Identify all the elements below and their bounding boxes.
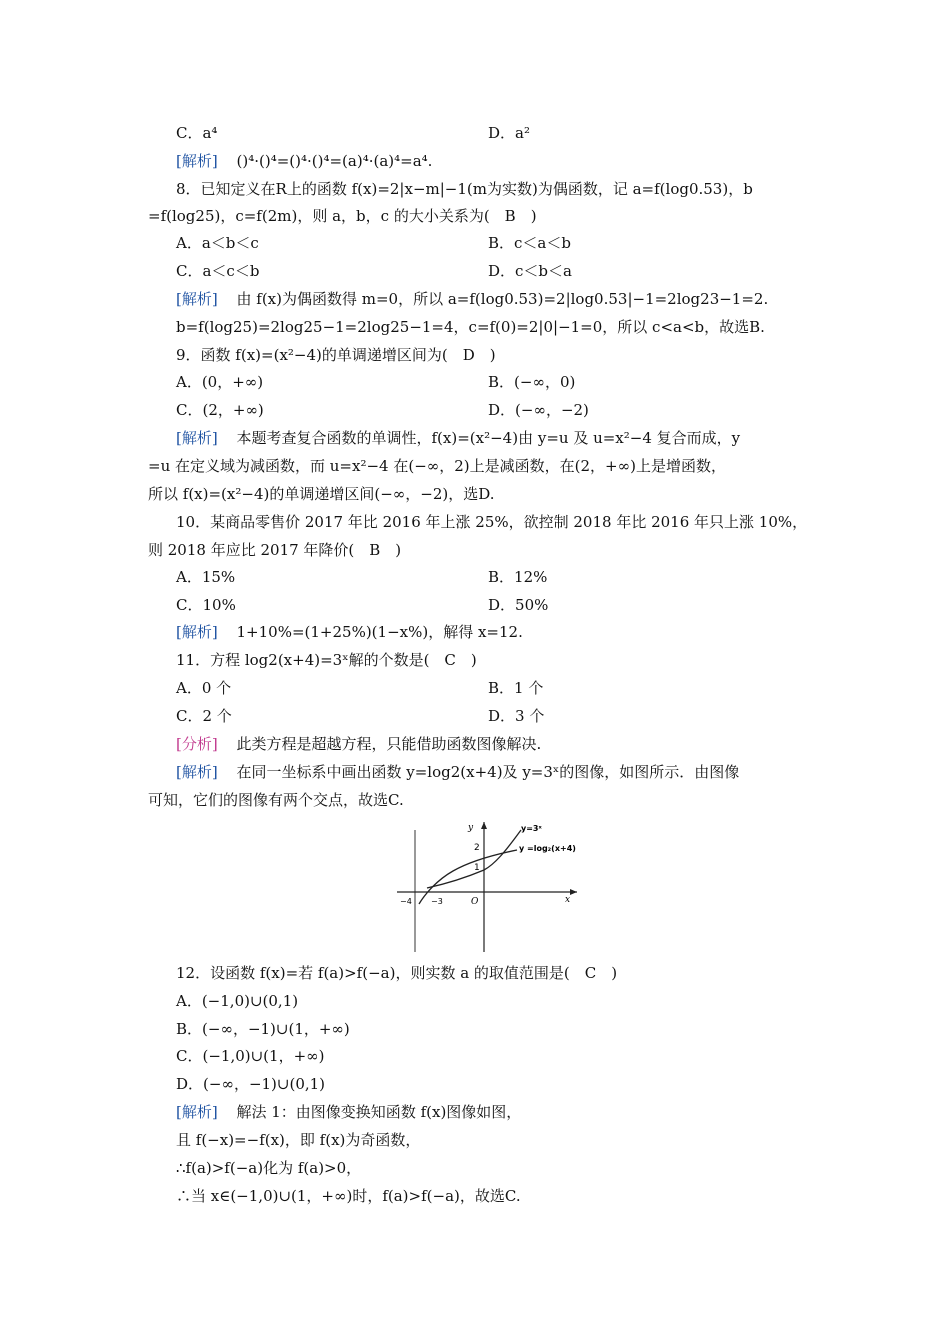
q10-stem-line1: 10．某商品零售价 2017 年比 2016 年上涨 25%，欲控制 2018 年比 2016 年只上涨 10%， (176, 513, 808, 531)
q10-option-d: D．50% (488, 596, 549, 614)
q8-option-a: A．a＜b＜c (176, 234, 259, 252)
q11-solution-text1: 在同一坐标系中画出函数 y=log2(x+4)及 y=3ˣ的图像，如图所示．由图像 (236, 763, 740, 781)
q7-solution-text: ()⁴·()⁴=()⁴·()⁴=(a)⁴·(a)⁴=a⁴. (236, 152, 433, 170)
y-axis-label: y (468, 823, 474, 833)
q7-option-c: C．a⁴ (176, 124, 218, 142)
q11-solution-line2: 可知，它们的图像有两个交点，故选C. (148, 791, 404, 809)
analysis-tag: [解析] (176, 1103, 218, 1121)
tick-label-2: 2 (474, 843, 480, 853)
q8-solution-line2: b=f(log25)=2log25−1=2log25−1=4，c=f(0)=2|0|−1=0，所以 c<a<b，故选B. (176, 318, 765, 336)
q8-stem-line1: 8．已知定义在R上的函数 f(x)=2|x−m|−1(m为实数)为偶函数，记 a=f(log0.53)，b (176, 180, 753, 198)
exp-label: y=3ˣ (521, 824, 542, 833)
q11-option-b: B．1 个 (488, 679, 544, 697)
analysis-tag: [解析] (176, 429, 218, 447)
q11-analysis-text: 此类方程是超越方程，只能借助函数图像解决. (236, 735, 542, 753)
q12-option-d: D．(−∞，−1)∪(0,1) (176, 1075, 326, 1093)
y-axis-arrow (481, 822, 487, 829)
x-axis-arrow (570, 889, 577, 895)
q9-option-b: B．(−∞，0) (488, 373, 576, 391)
log-label: y =log₂(x+4) (519, 844, 576, 853)
q10-option-b: B．12% (488, 568, 548, 586)
q9-solution-text1: 本题考查复合函数的单调性，f(x)=(x²−4)由 y=u 及 u=x²−4 复合而成，y (236, 429, 741, 447)
q10-option-a: A．15% (176, 568, 236, 586)
tick-label-m3: −3 (431, 897, 443, 906)
q11-option-d: D．3 个 (488, 707, 545, 725)
q12-solution-line3: ∴f(a)>f(−a)化为 f(a)>0， (176, 1159, 362, 1177)
q8-stem-line2: =f(log25)，c=f(2m)，则 a，b，c 的大小关系为( B ) (148, 207, 537, 225)
analysis-tag: [解析] (176, 623, 218, 641)
q12-option-b: B．(−∞，−1)∪(1，+∞) (176, 1020, 350, 1038)
q10-solution (176, 622, 523, 642)
q11-solution-line1 (176, 762, 739, 782)
analysis-tag: [解析] (176, 152, 218, 170)
log-curve (419, 850, 517, 904)
q12-option-a: A．(−1,0)∪(0,1) (176, 992, 299, 1010)
q11-option-a: A．0 个 (176, 679, 232, 697)
q8-solution-line1 (176, 289, 768, 309)
q12-solution-line1 (176, 1102, 521, 1122)
q10-option-c: C．10% (176, 596, 236, 614)
q11-option-c: C．2 个 (176, 707, 232, 725)
q12-solution-line2: 且 f(−x)=−f(x)，即 f(x)为奇函数， (176, 1131, 421, 1149)
q8-solution-text1: 由 f(x)为偶函数得 m=0，所以 a=f(log0.53)=2|log0.53|−1=2log23−1=2. (236, 290, 769, 308)
q7-solution (176, 151, 432, 171)
q8-option-c: C．a＜c＜b (176, 262, 260, 280)
q8-option-b: B．c＜a＜b (488, 234, 571, 252)
q10-solution-text: 1+10%=(1+25%)(1−x%)，解得 x=12. (236, 623, 523, 641)
q9-option-a: A．(0，+∞) (176, 373, 264, 391)
fenxi-tag: [分析] (176, 735, 218, 753)
q11-analysis (176, 734, 541, 754)
q12-option-c: C．(−1,0)∪(1，+∞) (176, 1047, 325, 1065)
q9-solution-line3: 所以 f(x)=(x²−4)的单调递增区间(−∞，−2)，选D. (148, 485, 495, 503)
q8-option-d: D．c＜b＜a (488, 262, 572, 280)
q12-solution-line4: ∴当 x∈(−1,0)∪(1，+∞)时，f(a)>f(−a)，故选C. (176, 1187, 521, 1205)
q12-solution-text1: 解法 1：由图像变换知函数 f(x)图像如图， (236, 1103, 522, 1121)
tick-label-m4: −4 (400, 897, 412, 906)
q10-stem-line2: 则 2018 年应比 2017 年降价( B ) (148, 541, 402, 559)
q9-solution-line2: =u 在定义域为减函数，而 u=x²−4 在(−∞，2)上是减函数，在(2，+∞)上是增函数， (148, 457, 726, 475)
q9-stem: 9．函数 f(x)=(x²−4)的单调递增区间为( D ) (176, 346, 496, 364)
analysis-tag: [解析] (176, 290, 218, 308)
q11-stem: 11．方程 log2(x+4)=3ˣ解的个数是( C ) (176, 651, 477, 669)
q7-option-d: D．a² (488, 124, 530, 142)
function-graph (395, 820, 585, 954)
q9-solution-line1 (176, 428, 740, 448)
q9-option-c: C．(2，+∞) (176, 401, 264, 419)
q9-option-d: D．(−∞，−2) (488, 401, 589, 419)
origin-label: O (471, 897, 479, 907)
tick-label-1: 1 (474, 863, 480, 873)
x-axis-label: x (565, 895, 571, 905)
analysis-tag: [解析] (176, 763, 218, 781)
q12-stem: 12．设函数 f(x)=若 f(a)>f(−a)，则实数 a 的取值范围是( C ) (176, 964, 618, 982)
